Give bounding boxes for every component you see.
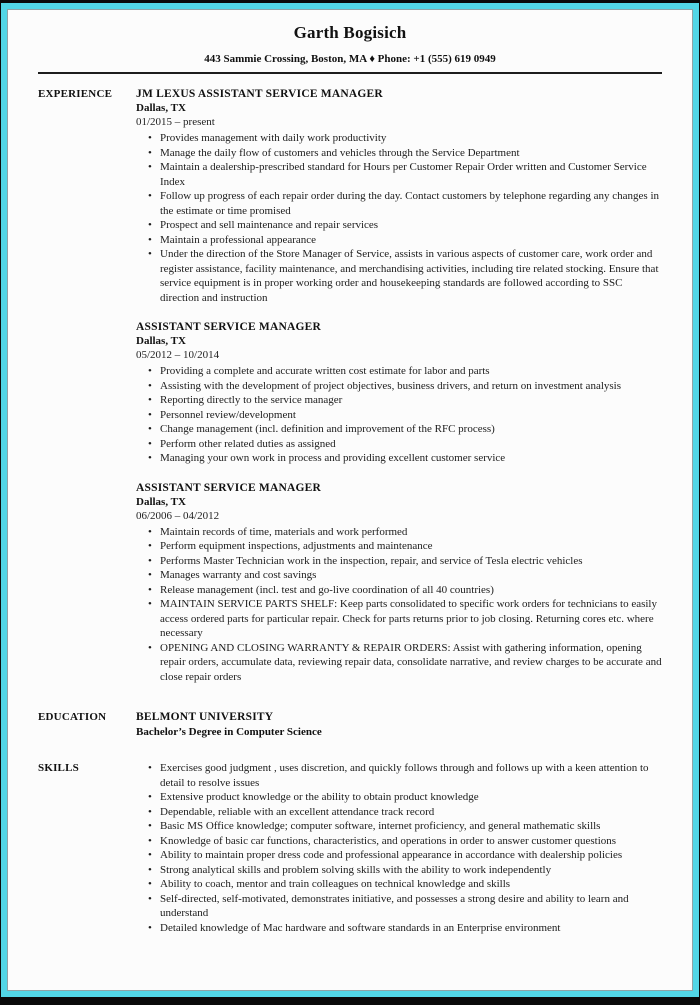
bullet-item: • Maintain a dealership-prescribed standard for Hours per Customer Repair Order written and Customer Service Index <box>148 160 662 189</box>
bullet-item: • Assisting with the development of project objectives, business drivers, and return on investment analysis <box>148 379 662 394</box>
job-title: JM LEXUS ASSISTANT SERVICE MANAGER <box>136 88 383 100</box>
bullet-item: • Prospect and sell maintenance and repair services <box>148 218 662 233</box>
job-dates: 01/2015 – present <box>136 116 215 128</box>
bullet-item: • Performs Master Technician work in the inspection, repair, and service of Tesla electric vehicles <box>148 554 662 569</box>
bullet-item: • Maintain records of time, materials and work performed <box>148 525 662 540</box>
experience-section-label: EXPERIENCE <box>38 88 113 100</box>
bullet-item: • Extensive product knowledge or the ability to obtain product knowledge <box>148 790 662 805</box>
education-section-label: EDUCATION <box>38 711 107 723</box>
experience-content <box>136 87 662 684</box>
contact-line: 443 Sammie Crossing, Boston, MA ♦ Phone: +1 (555) 619 0949 <box>204 53 496 65</box>
bullet-item: • Personnel review/development <box>148 408 662 423</box>
bullet-item: • Providing a complete and accurate written cost estimate for labor and parts <box>148 364 662 379</box>
job-bullet-list <box>136 364 662 466</box>
education-content <box>136 710 662 740</box>
job-location: Dallas, TX <box>136 335 186 347</box>
person-name: Garth Bogisich <box>293 23 407 42</box>
bullet-item: • Knowledge of basic car functions, characteristics, and operations in order to answer customer questions <box>148 834 662 849</box>
bullet-item: • Ability to maintain proper dress code and professional appearance in accordance with dealership policies <box>148 848 662 863</box>
bullet-item: • Perform equipment inspections, adjustments and maintenance <box>148 539 662 554</box>
bullet-item: • OPENING AND CLOSING WARRANTY & REPAIR ORDERS: Assist with gathering information, opening repair orders, accumulate data, reviewing repair data, consolidate narrative, and review charges to be accurate and close repair orders <box>148 641 662 685</box>
bullet-item: • Dependable, reliable with an excellent attendance track record <box>148 805 662 820</box>
bullet-item: • Manages warranty and cost savings <box>148 568 662 583</box>
bullet-item: • Ability to coach, mentor and train colleagues on technical knowledge and skills <box>148 877 662 892</box>
bullet-item: • Change management (incl. definition and improvement of the RFC process) <box>148 422 662 437</box>
bullet-item: • Maintain a professional appearance <box>148 233 662 248</box>
resume-page <box>7 9 693 991</box>
job-dates: 05/2012 – 10/2014 <box>136 349 220 361</box>
bullet-item: • MAINTAIN SERVICE PARTS SHELF: Keep parts consolidated to specific work orders for technicians to easily access ordered parts for particular repair. Check for parts returns prior to job closing. Returning cores etc. where necessary <box>148 597 662 641</box>
bullet-item: • Managing your own work in process and providing excellent customer service <box>148 451 662 466</box>
bullet-item: • Self-directed, self-motivated, demonstrates initiative, and possesses a strong desire and ability to learn and understand <box>148 892 662 921</box>
experience-section <box>38 87 662 684</box>
job-entry <box>136 320 662 466</box>
bullet-item: • Provides management with daily work productivity <box>148 131 662 146</box>
bullet-item: • Under the direction of the Store Manager of Service, assists in various aspects of customer care, work order and register assistance, facility maintenance, and merchandising activities, including tire related stocking. Ensure that service equipment is in proper working order and housekeeping standards are followed according to SSC direction and instruction <box>148 247 662 305</box>
bullet-item: • Release management (incl. test and go-live coordination of all 40 countries) <box>148 583 662 598</box>
skills-bullet-list <box>136 761 662 935</box>
job-location: Dallas, TX <box>136 102 186 114</box>
job-bullet-list <box>136 525 662 685</box>
job-location: Dallas, TX <box>136 495 186 508</box>
job-entry <box>136 481 662 685</box>
resume-body <box>8 74 692 935</box>
bullet-item: • Exercises good judgment , uses discretion, and quickly follows through and follows up with a keen attention to detail to resolve issues <box>148 761 662 790</box>
bullet-item: • Perform other related duties as assigned <box>148 437 662 452</box>
education-school: BELMONT UNIVERSITY <box>136 711 274 723</box>
education-section <box>38 710 662 740</box>
job-dates: 06/2006 – 04/2012 <box>136 509 220 522</box>
education-degree: Bachelor’s Degree in Computer Science <box>136 726 322 738</box>
job-bullet-list <box>136 131 662 305</box>
bullet-item: • Follow up progress of each repair order during the day. Contact customers by telephone regarding any changes in the estimate or time promised <box>148 189 662 218</box>
skills-content <box>136 761 662 935</box>
bullet-item: • Detailed knowledge of Mac hardware and software standards in an Enterprise environment <box>148 921 662 936</box>
resume-header <box>8 10 692 74</box>
bullet-item: • Strong analytical skills and problem solving skills with the ability to work independently <box>148 863 662 878</box>
job-title: ASSISTANT SERVICE MANAGER <box>136 321 322 333</box>
bullet-item: • Reporting directly to the service manager <box>148 393 662 408</box>
bullet-item: • Manage the daily flow of customers and vehicles through the Service Department <box>148 146 662 161</box>
job-entry <box>136 87 662 305</box>
skills-section-label: SKILLS <box>38 762 79 774</box>
bullet-item: • Basic MS Office knowledge; computer software, internet proficiency, and general mathematic skills <box>148 819 662 834</box>
page-frame <box>1 3 699 997</box>
skills-section <box>38 761 662 935</box>
job-title: ASSISTANT SERVICE MANAGER <box>136 481 322 494</box>
